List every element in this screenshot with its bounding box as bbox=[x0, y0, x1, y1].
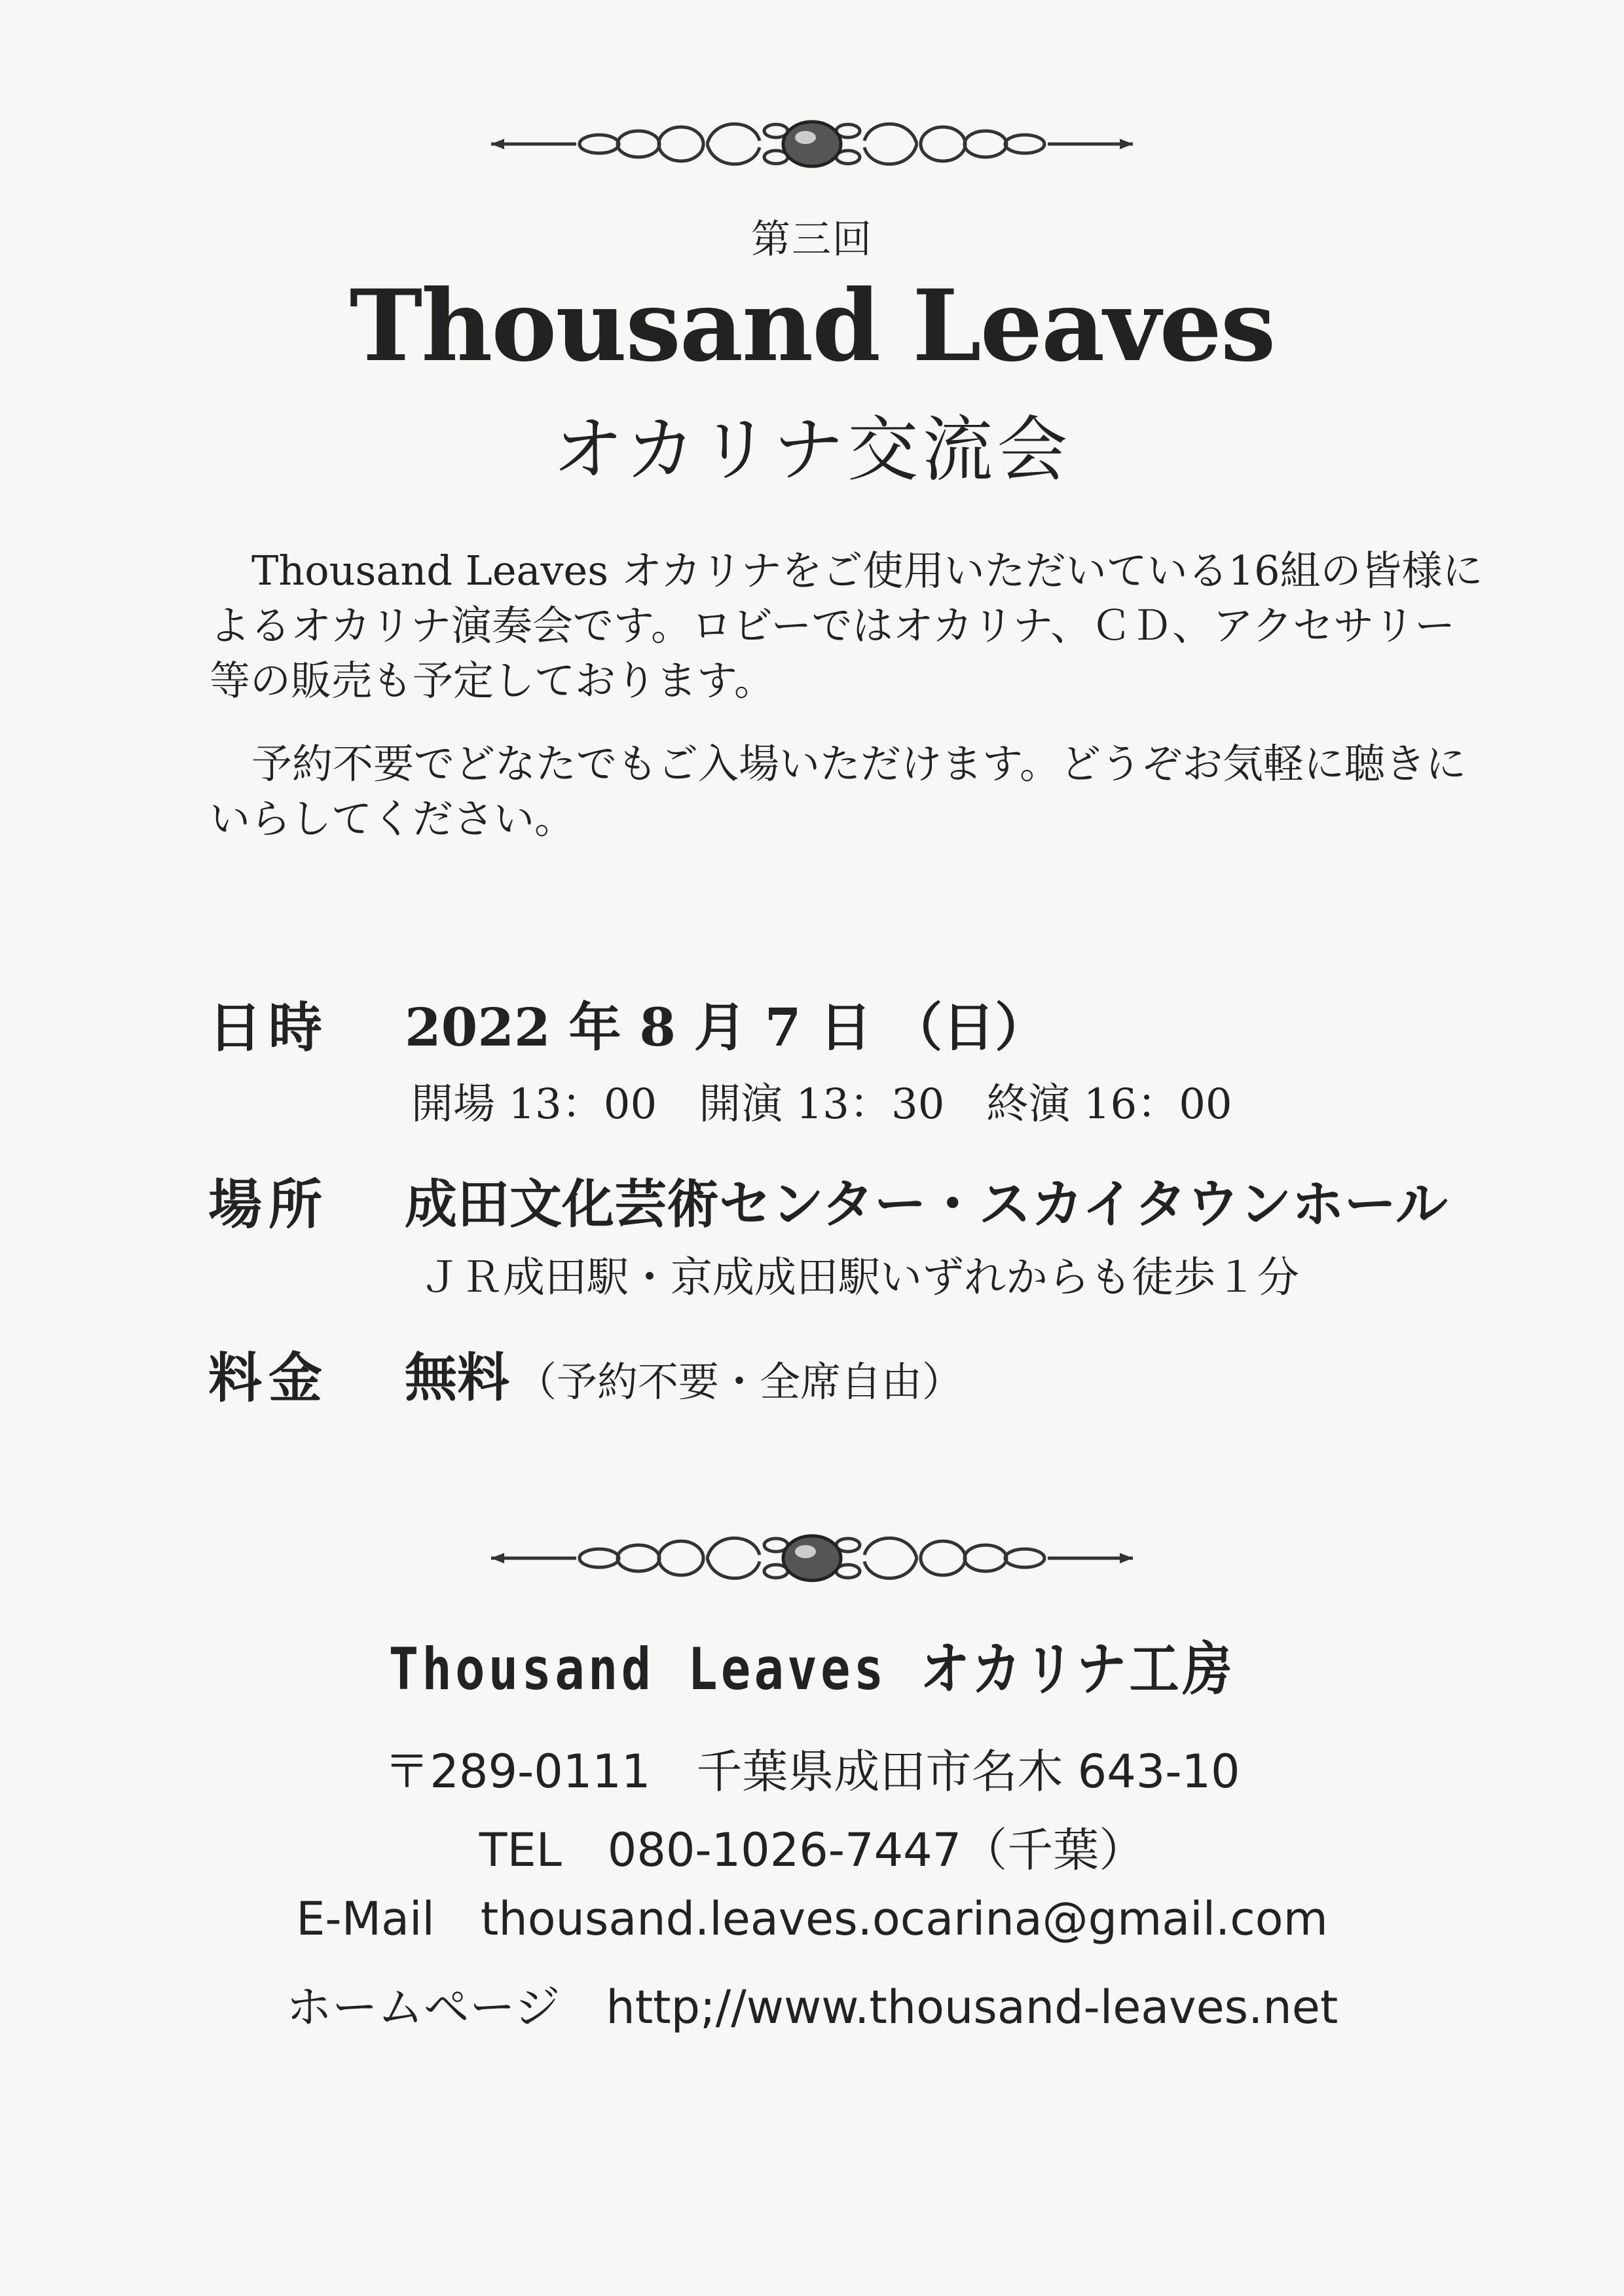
homepage-line bbox=[0, 1971, 1624, 2037]
date-value: 2022 年 8 月 7 日 （日） bbox=[405, 996, 1048, 1058]
email-address[interactable]: thousand.leaves.ocarina@gmail.com bbox=[480, 1892, 1328, 1946]
event-title-japanese: オカリナ交流会 bbox=[552, 409, 1072, 491]
intro-paragraph: Thousand Leaves オカリナをご使用いただいている16組の皆様によるオカリナ演奏会です。ロビーではオカリナ、ＣＤ、アクセサリー等の販売も予定しております。 bbox=[210, 547, 1483, 704]
email-label: E-Mail bbox=[296, 1892, 435, 1946]
scroll-ornament-icon bbox=[478, 105, 1146, 183]
fee-label: 料金 bbox=[208, 1347, 329, 1410]
homepage-url[interactable]: http;//www.thousand-leaves.net bbox=[606, 1980, 1338, 2034]
fee-value-line bbox=[405, 1336, 963, 1411]
scroll-ornament-icon bbox=[478, 1519, 1146, 1597]
intro-paragraph: 予約不要でどなたでもご入場いただけます。どうぞお気軽に聴きにいらしてください。 bbox=[210, 740, 1467, 843]
tel-line bbox=[0, 1813, 1624, 1880]
venue-value: 成田文化芸術センター・スカイタウンホール bbox=[405, 1173, 1448, 1235]
fee-value: 無料 bbox=[405, 1347, 509, 1408]
tel-number: 080-1026-7447（千葉） bbox=[607, 1823, 1145, 1877]
edition-label: 第三回 bbox=[751, 217, 873, 263]
venue-label: 場所 bbox=[208, 1174, 329, 1236]
venue-access: ＪＲ成田駅・京成成田駅いずれからも徒歩１分 bbox=[419, 1254, 1299, 1302]
event-times: 開場 13：00 開演 13：30 終演 16：00 bbox=[411, 1080, 1232, 1129]
fee-note: （予約不要・全席自由） bbox=[516, 1358, 963, 1406]
event-title-english: Thousand Leaves bbox=[349, 268, 1275, 384]
tel-label: TEL bbox=[479, 1823, 562, 1877]
email-line bbox=[0, 1892, 1624, 1946]
homepage-label: ホームページ bbox=[286, 1980, 561, 2034]
address: 〒289-0111 千葉県成田市名木 643-10 bbox=[384, 1745, 1240, 1798]
date-label: 日時 bbox=[208, 997, 329, 1059]
workshop-name: Thousand Leaves オカリナ工房 bbox=[388, 1635, 1236, 1703]
